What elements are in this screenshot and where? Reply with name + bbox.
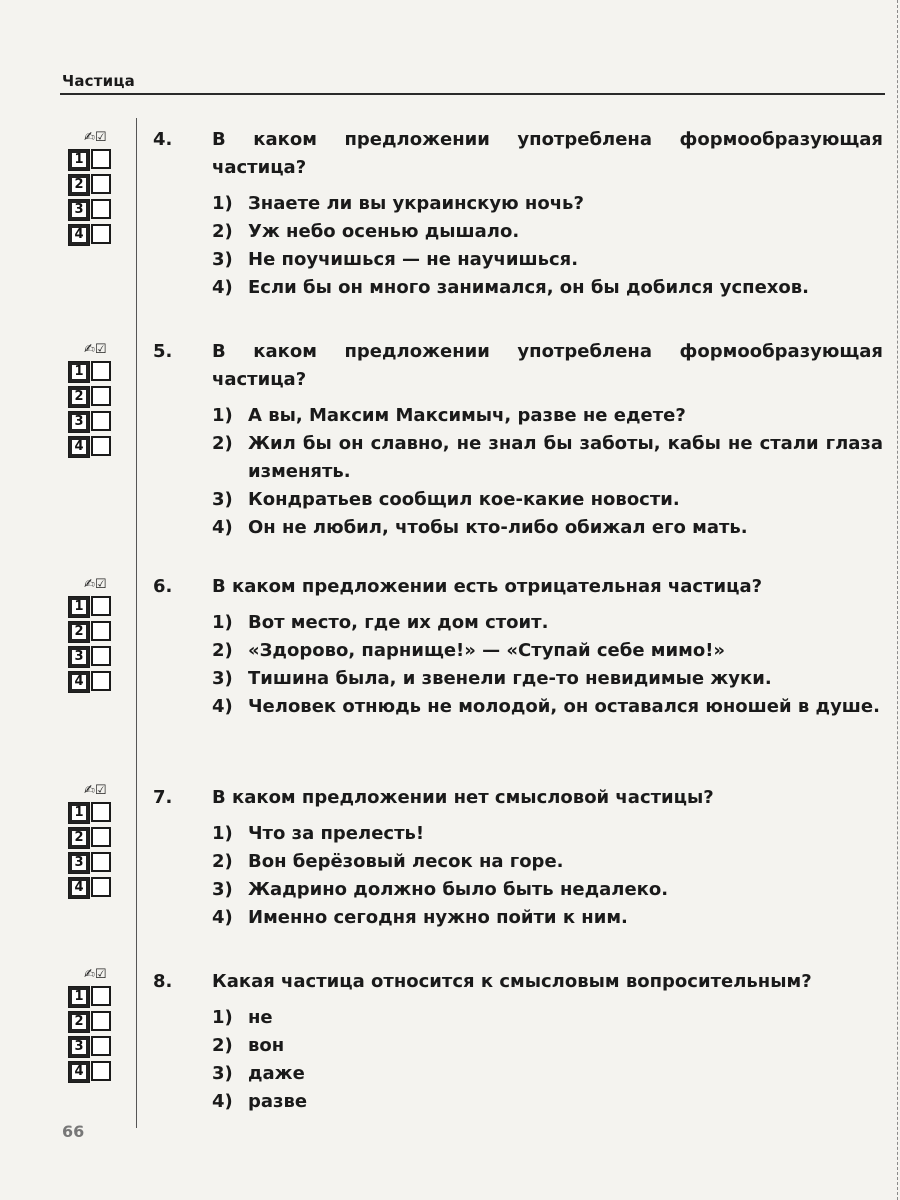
answer-row xyxy=(68,827,124,849)
answer-number: 4 xyxy=(72,228,86,242)
options-list xyxy=(212,190,883,302)
option-item xyxy=(212,609,883,637)
question-number: 7. xyxy=(153,787,173,808)
question-text: В каком предложении употреблена формообразующая частица? xyxy=(212,129,883,178)
question-number: 5. xyxy=(153,341,173,362)
question-number: 4. xyxy=(153,129,173,150)
answer-row xyxy=(68,199,124,221)
option-text: Если бы он много занимался, он бы добился успехов. xyxy=(248,277,809,298)
answer-checkbox[interactable] xyxy=(91,1061,111,1081)
answer-number-box xyxy=(68,149,90,171)
answer-number: 3 xyxy=(72,650,86,664)
answer-checkbox[interactable] xyxy=(91,671,111,691)
answer-checkbox[interactable] xyxy=(91,361,111,381)
option-number: 2) xyxy=(212,640,233,661)
answer-checkbox[interactable] xyxy=(91,411,111,431)
answer-checkbox[interactable] xyxy=(91,621,111,641)
answer-number: 3 xyxy=(72,415,86,429)
option-number: 4) xyxy=(212,517,233,538)
answer-number-box xyxy=(68,802,90,824)
answer-number: 2 xyxy=(72,390,86,404)
answer-number: 3 xyxy=(72,856,86,870)
option-item xyxy=(212,1032,883,1060)
option-item xyxy=(212,876,883,904)
answer-row xyxy=(68,386,124,408)
option-text: Кондратьев сообщил кое-какие новости. xyxy=(248,489,680,510)
answer-checkbox[interactable] xyxy=(91,149,111,169)
option-number: 2) xyxy=(212,851,233,872)
answer-row xyxy=(68,149,124,171)
pencil-check-icon: ✍☑ xyxy=(84,967,107,982)
answer-number: 2 xyxy=(72,625,86,639)
option-text: «Здорово, парнище!» — «Ступай себе мимо!» xyxy=(248,640,726,661)
answer-number-box xyxy=(68,361,90,383)
option-item xyxy=(212,246,883,274)
question xyxy=(153,784,883,932)
answer-number: 4 xyxy=(72,675,86,689)
option-text: Вон берёзовый лесок на горе. xyxy=(248,851,564,872)
option-number: 3) xyxy=(212,668,233,689)
answer-row xyxy=(68,1011,124,1033)
answer-number-box xyxy=(68,827,90,849)
option-text: Уж небо осенью дышало. xyxy=(248,221,520,242)
option-number: 4) xyxy=(212,277,233,298)
option-text: вон xyxy=(248,1035,285,1056)
option-item xyxy=(212,514,883,542)
option-item xyxy=(212,190,883,218)
option-number: 1) xyxy=(212,1007,233,1028)
answer-number-box xyxy=(68,1036,90,1058)
answer-number: 2 xyxy=(72,831,86,845)
question xyxy=(153,338,883,542)
option-item xyxy=(212,1004,883,1032)
answer-grid xyxy=(68,968,124,1086)
answer-row xyxy=(68,671,124,693)
option-text: Жил бы он славно, не знал бы заботы, кабы не стали глаза изменять. xyxy=(248,433,883,482)
answer-number: 3 xyxy=(72,203,86,217)
pencil-check-icon: ✍☑ xyxy=(84,130,107,145)
option-text: даже xyxy=(248,1063,305,1084)
header-rule xyxy=(60,93,885,95)
option-text: Он не любил, чтобы кто-либо обижал его мать. xyxy=(248,517,748,538)
answer-row xyxy=(68,877,124,899)
answer-grid xyxy=(68,578,124,696)
answer-number-box xyxy=(68,411,90,433)
question xyxy=(153,968,883,1116)
option-item xyxy=(212,1088,883,1116)
answer-number: 1 xyxy=(72,806,86,820)
options-list xyxy=(212,1004,883,1116)
answer-number: 2 xyxy=(72,1015,86,1029)
option-text: Тишина была, и звенели где-то невидимые жуки. xyxy=(248,668,772,689)
answer-number-box xyxy=(68,199,90,221)
margin-line xyxy=(136,118,137,1128)
option-number: 1) xyxy=(212,612,233,633)
option-text: Жадрино должно было быть недалеко. xyxy=(248,879,669,900)
answer-grid xyxy=(68,784,124,902)
question xyxy=(153,573,883,721)
option-number: 4) xyxy=(212,696,233,717)
answer-grid xyxy=(68,131,124,249)
option-text: Именно сегодня нужно пойти к ним. xyxy=(248,907,628,928)
option-number: 2) xyxy=(212,221,233,242)
answer-row xyxy=(68,224,124,246)
section-title: Частица xyxy=(62,72,135,90)
option-item xyxy=(212,218,883,246)
answer-checkbox[interactable] xyxy=(91,852,111,872)
answer-number: 2 xyxy=(72,178,86,192)
option-item xyxy=(212,848,883,876)
option-item xyxy=(212,1060,883,1088)
option-number: 3) xyxy=(212,489,233,510)
answer-number-box xyxy=(68,386,90,408)
answer-checkbox[interactable] xyxy=(91,174,111,194)
option-number: 3) xyxy=(212,249,233,270)
option-number: 4) xyxy=(212,907,233,928)
answer-row xyxy=(68,436,124,458)
answer-number: 4 xyxy=(72,1065,86,1079)
option-text: не xyxy=(248,1007,273,1028)
option-item xyxy=(212,486,883,514)
answer-checkbox[interactable] xyxy=(91,596,111,616)
answer-number-box xyxy=(68,671,90,693)
answer-row xyxy=(68,802,124,824)
option-item xyxy=(212,665,883,693)
answer-checkbox[interactable] xyxy=(91,802,111,822)
answer-checkbox[interactable] xyxy=(91,827,111,847)
option-text: Знаете ли вы украинскую ночь? xyxy=(248,193,584,214)
answer-checkbox[interactable] xyxy=(91,224,111,244)
answer-checkbox[interactable] xyxy=(91,199,111,219)
option-text: Вот место, где их дом стоит. xyxy=(248,612,549,633)
option-number: 1) xyxy=(212,193,233,214)
answer-row xyxy=(68,986,124,1008)
answer-number-box xyxy=(68,436,90,458)
option-number: 3) xyxy=(212,879,233,900)
pencil-check-icon: ✍☑ xyxy=(84,577,107,592)
answer-checkbox[interactable] xyxy=(91,1036,111,1056)
question-text: В каком предложении есть отрицательная частица? xyxy=(212,576,763,597)
question-number: 6. xyxy=(153,576,173,597)
answer-number: 4 xyxy=(72,881,86,895)
answer-grid xyxy=(68,343,124,461)
question-number: 8. xyxy=(153,971,173,992)
answer-checkbox[interactable] xyxy=(91,986,111,1006)
page-number: 66 xyxy=(62,1122,85,1141)
option-item xyxy=(212,274,883,302)
answer-checkbox[interactable] xyxy=(91,877,111,897)
answer-number: 1 xyxy=(72,990,86,1004)
option-number: 1) xyxy=(212,405,233,426)
answer-number-box xyxy=(68,877,90,899)
pencil-check-icon: ✍☑ xyxy=(84,342,107,357)
answer-number-box xyxy=(68,621,90,643)
option-number: 3) xyxy=(212,1063,233,1084)
answer-number-box xyxy=(68,1061,90,1083)
option-item xyxy=(212,820,883,848)
answer-number-box xyxy=(68,224,90,246)
answer-number-box xyxy=(68,1011,90,1033)
answer-number: 3 xyxy=(72,1040,86,1054)
option-text: Не поучишься — не научишься. xyxy=(248,249,579,270)
answer-number-box xyxy=(68,596,90,618)
answer-number: 4 xyxy=(72,440,86,454)
options-list xyxy=(212,820,883,932)
option-text: разве xyxy=(248,1091,308,1112)
pencil-check-icon: ✍☑ xyxy=(84,783,107,798)
answer-checkbox[interactable] xyxy=(91,1011,111,1031)
option-item xyxy=(212,637,883,665)
answer-number-box xyxy=(68,986,90,1008)
answer-number: 1 xyxy=(72,365,86,379)
answer-row xyxy=(68,174,124,196)
answer-number: 1 xyxy=(72,600,86,614)
answer-number-box xyxy=(68,852,90,874)
answer-row xyxy=(68,1061,124,1083)
answer-row xyxy=(68,621,124,643)
option-text: Человек отнюдь не молодой, он оставался юношей в душе. xyxy=(248,696,880,717)
question-text: Какая частица относится к смысловым вопросительным? xyxy=(212,971,812,992)
option-text: Что за прелесть! xyxy=(248,823,425,844)
answer-row xyxy=(68,596,124,618)
option-number: 2) xyxy=(212,433,233,454)
answer-checkbox[interactable] xyxy=(91,646,111,666)
options-list xyxy=(212,402,883,542)
option-item xyxy=(212,693,883,721)
answer-row xyxy=(68,646,124,668)
answer-row xyxy=(68,1036,124,1058)
answer-number: 1 xyxy=(72,153,86,167)
option-item xyxy=(212,402,883,430)
option-text: А вы, Максим Максимыч, разве не едете? xyxy=(248,405,686,426)
answer-checkbox[interactable] xyxy=(91,386,111,406)
answer-row xyxy=(68,361,124,383)
option-item xyxy=(212,904,883,932)
answer-checkbox[interactable] xyxy=(91,436,111,456)
option-item xyxy=(212,430,883,486)
answer-row xyxy=(68,852,124,874)
option-number: 2) xyxy=(212,1035,233,1056)
question-text: В каком предложении нет смысловой частицы? xyxy=(212,787,714,808)
question xyxy=(153,126,883,302)
option-number: 4) xyxy=(212,1091,233,1112)
option-number: 1) xyxy=(212,823,233,844)
question-text: В каком предложении употреблена формообразующая частица? xyxy=(212,341,883,390)
answer-number-box xyxy=(68,174,90,196)
answer-row xyxy=(68,411,124,433)
answer-number-box xyxy=(68,646,90,668)
options-list xyxy=(212,609,883,721)
